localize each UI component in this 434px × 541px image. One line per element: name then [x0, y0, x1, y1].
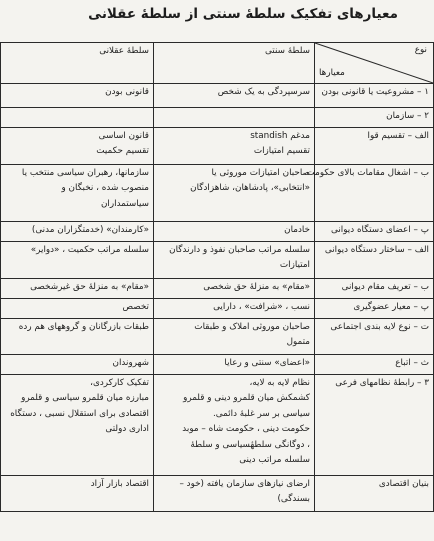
cell-text-line: سیاستمداران — [100, 198, 149, 209]
cell-text-line: الف – تقسیم قوا — [367, 131, 429, 141]
rational-cell — [1, 476, 154, 512]
cell-text-line: سازمانها، رهبران سیاسی منتخب یا — [21, 168, 149, 178]
cell-text-line: شهروندان — [112, 358, 149, 368]
cell-text-line: «انتخابی»، پادشاهان، شاهزادگان — [190, 183, 310, 194]
table-row — [1, 108, 434, 128]
criterion-cell — [315, 355, 434, 375]
traditional-cell — [154, 279, 315, 299]
criterion-cell — [315, 128, 434, 165]
cell-text-line: اقتصادی برای استقلال نسبی ، دستگاه — [10, 408, 149, 419]
criteria-header-criteria: معیارها — [319, 67, 345, 78]
traditional-cell — [154, 84, 315, 108]
table-header-row — [1, 43, 434, 84]
criterion-cell — [315, 476, 434, 512]
rational-cell — [1, 108, 154, 128]
cell-text-line: تخصص — [122, 302, 149, 312]
cell-text-line: صاحبان موروثی املاک و طبقات — [194, 322, 310, 332]
cell-text-line: نظام لایه به لایه، — [249, 378, 310, 388]
cell-text-line: بنیان اقتصادی — [378, 479, 429, 489]
table-row — [1, 319, 434, 355]
comparison-table — [0, 42, 434, 512]
rational-header: سلطهٔ عقلانی — [1, 43, 154, 84]
criterion-cell — [315, 108, 434, 128]
traditional-cell — [154, 355, 315, 375]
cell-text-line: «مقام» به منزلهٔ حق شخصی — [203, 282, 310, 292]
criteria-header-type: نوع — [414, 45, 427, 55]
rational-cell — [1, 128, 154, 165]
table-row — [1, 165, 434, 222]
rational-cell — [1, 375, 154, 476]
cell-text-line: ارضای نیازهای سازمان یافته (خود – — [179, 479, 310, 489]
table-row — [1, 476, 434, 512]
cell-text-line: «اعضای» سنتی و رعایا — [224, 358, 310, 368]
cell-text-line: طبقات بازرگانان و گروههای هم رده — [18, 322, 149, 332]
cell-text-line: متمول — [286, 337, 310, 348]
rational-cell — [1, 242, 154, 279]
cell-text-line: اقتصاد بازار آزاد — [90, 479, 149, 489]
cell-text-line: سلسله مراتب صاحبان نفوذ و دارندگان — [169, 245, 310, 255]
criterion-cell — [315, 242, 434, 279]
cell-text-line: اداری دولتی — [105, 424, 149, 435]
cell-text-line: ۱ – مشروعیت یا قانونی بودن — [321, 87, 429, 97]
cell-text-line: الف – ساختار دستگاه دیوانی — [324, 245, 429, 255]
cell-text-line: پ – اعضای دستگاه دیوانی — [331, 225, 429, 235]
cell-text-line: خادمان — [284, 225, 310, 235]
cell-text-line: قانون اساسی — [98, 131, 149, 141]
table-row — [1, 222, 434, 242]
traditional-cell — [154, 128, 315, 165]
criteria-header-cell — [315, 43, 434, 84]
cell-text-line: «مقام» به منزلهٔ حق غیرشخصی — [30, 282, 149, 292]
cell-text-line: سلسله مراتب دینی — [239, 454, 310, 465]
table-row — [1, 299, 434, 319]
rational-cell — [1, 299, 154, 319]
rational-cell — [1, 165, 154, 222]
table-row — [1, 242, 434, 279]
rational-cell — [1, 84, 154, 108]
criterion-cell — [315, 319, 434, 355]
cell-text-line: بسندگی) — [277, 494, 310, 505]
rational-cell — [1, 279, 154, 299]
table-row — [1, 84, 434, 108]
traditional-cell — [154, 375, 315, 476]
cell-text-line: تقسیم امتیازات — [253, 146, 310, 157]
cell-text-line: مبارزه میان قلمرو سیاسی و قلمرو — [21, 393, 149, 404]
table-row — [1, 375, 434, 476]
traditional-cell — [154, 319, 315, 355]
criterion-cell — [315, 299, 434, 319]
criterion-cell — [306, 165, 434, 222]
criterion-cell — [315, 84, 434, 108]
criterion-cell — [315, 375, 434, 476]
cell-text-line: پ – معیار عضوگیری — [353, 302, 429, 312]
rational-cell — [1, 222, 154, 242]
criterion-cell — [315, 222, 434, 242]
cell-text-line: ۲ – سازمان — [386, 111, 429, 121]
cell-text-line: «کارمندان» (خدمتگزاران مدنی) — [31, 225, 149, 235]
criterion-cell — [315, 279, 434, 299]
traditional-cell — [154, 165, 315, 222]
cell-text-line: تفکیک کارکردی، — [90, 378, 149, 388]
cell-text-line: سیاسی بر سر غلبهٔ دائمی. — [212, 408, 310, 419]
cell-text-line: ، دوگانگی سلطهٔسیاسی و سلطهٔ — [190, 439, 310, 450]
cell-text-line: منصوب شده ، نخبگان و — [61, 183, 149, 194]
cell-text-line: حکومت دینی ، حکومت شاه – موبد — [182, 424, 310, 435]
cell-text-line: صاحبان امتیازات موروثی یا — [211, 168, 310, 178]
cell-text-line: سلسله مراتب حکمیت ، «دوایر» — [30, 245, 149, 255]
cell-text-line: کشمکش میان قلمرو دینی و قلمرو — [183, 393, 310, 404]
table-row — [1, 279, 434, 299]
cell-text-line: مدغم standish — [250, 131, 310, 141]
cell-text-line: ۳ – رابطهٔ نظامهای فرعی — [335, 378, 429, 388]
page-title: معیارهای تفکیک سلطهٔ سنتی از سلطهٔ عقلانی — [88, 6, 398, 22]
traditional-cell — [154, 242, 315, 279]
cell-text-line: نسب ، «شرافت» ، دارایی — [213, 302, 310, 312]
cell-text-line: سرسپردگی به یک شخص — [217, 87, 310, 97]
cell-text-line: امتیازات — [279, 260, 310, 271]
cell-text-line: ث – اتباع — [395, 358, 429, 368]
cell-text-line: تقسیم حکمیت — [96, 146, 149, 157]
traditional-cell — [154, 108, 315, 128]
rational-cell — [1, 319, 154, 355]
table-row — [1, 355, 434, 375]
rational-cell — [1, 355, 154, 375]
traditional-header: سلطهٔ سنتی — [154, 43, 315, 84]
traditional-cell — [154, 299, 315, 319]
traditional-cell — [154, 476, 315, 512]
cell-text-line: ب – تعریف مقام دیوانی — [341, 282, 429, 292]
cell-text-line: ب – اشغال مقامات بالای حکومت — [306, 168, 429, 178]
cell-text-line: قانونی بودن — [105, 87, 149, 97]
traditional-cell — [154, 222, 315, 242]
table-row — [1, 128, 434, 165]
cell-text-line: ت – نوع لایه بندی اجتماعی — [330, 322, 429, 332]
